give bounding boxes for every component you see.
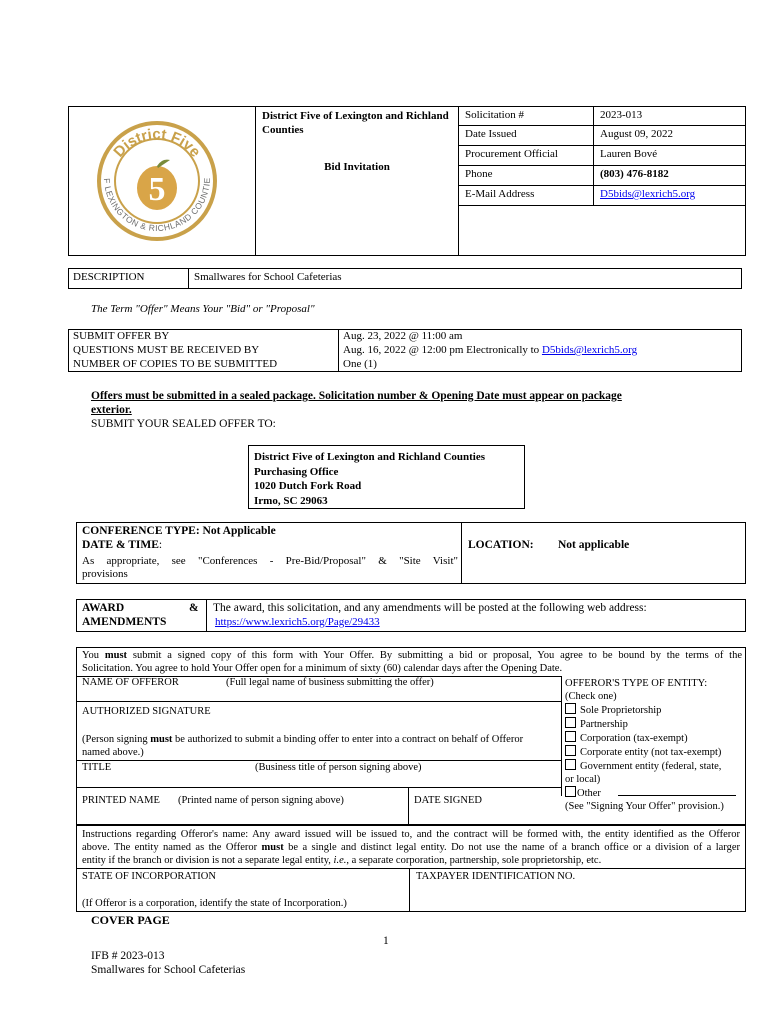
conference-type-value: : Not Applicable xyxy=(195,525,276,537)
offer-intro xyxy=(82,649,742,675)
offer-intro-line2: Solicitation. You agree to hold Your Offer open for a minimum of sixty (60) calendar days after the Opening Date. xyxy=(82,663,563,674)
divider xyxy=(458,165,746,166)
title-label: TITLE xyxy=(82,762,112,773)
info-value: (803) 476-8182 xyxy=(600,168,669,180)
svg-text:District Five: District Five xyxy=(110,125,204,161)
instructions-line1: Instructions regarding Offeror's name: Any award issued will be issued to, and the contract will be formed with, the entity identified as the Offeror xyxy=(82,829,740,840)
entity-check-note: (Check one) xyxy=(565,691,617,702)
svg-text:OF LEXINGTON & RICHLAND COUNTI: F LEXINGTON & RICHLAND COUNTIE xyxy=(101,177,213,234)
sig-note-text: (Person signing xyxy=(82,734,151,745)
conference-date-label: DATE & TIME xyxy=(82,539,159,551)
divider xyxy=(188,268,189,289)
instr-text: entity if the branch or division is not a separate legal entity, xyxy=(82,855,334,866)
printed-name-label: PRINTED NAME xyxy=(82,795,160,806)
address-line2: Purchasing Office xyxy=(254,465,339,478)
sig-note-emphasis: must xyxy=(150,734,173,745)
district-logo xyxy=(92,120,222,242)
location-value: Not applicable xyxy=(558,539,630,551)
schedule-label-questions: QUESTIONS MUST BE RECEIVED BY xyxy=(73,344,260,356)
entity-other-row xyxy=(565,786,743,800)
instr-text: above. The entity named as the Offeror xyxy=(82,842,262,853)
entity-checkbox[interactable] xyxy=(565,717,576,728)
divider xyxy=(593,106,594,205)
cover-page-label: COVER PAGE xyxy=(91,913,170,927)
info-label: E-Mail Address xyxy=(465,188,535,200)
entity-type-title: OFFEROR'S TYPE OF ENTITY: xyxy=(565,678,708,689)
schedule-value-copies: One (1) xyxy=(343,358,377,370)
description-label: DESCRIPTION xyxy=(73,271,145,283)
instr-ie: i.e. xyxy=(333,855,347,866)
instructions-line3 xyxy=(82,854,740,867)
entity-gov-cont: or local) xyxy=(565,774,601,785)
info-value: 2023-013 xyxy=(600,109,643,121)
entity-checkbox[interactable] xyxy=(565,759,576,770)
intro-text: submit a signed copy of this form with Your Offer. By submitting a bid or proposal, You agree to be bound by the terms of the xyxy=(127,650,742,661)
award-label: AWARD xyxy=(82,602,125,614)
date-signed-field[interactable] xyxy=(409,788,561,824)
sealed-notice-line2: exterior. xyxy=(91,404,132,416)
location-label: LOCATION: xyxy=(468,539,534,551)
entity-option-label: Government entity (federal, state, xyxy=(580,761,722,772)
entity-option-row xyxy=(565,745,743,759)
conference-note-line1: As appropriate, see "Conferences - Pre-Bid/Proposal" & "Site Visit" xyxy=(82,555,458,567)
date-signed-label: DATE SIGNED xyxy=(414,795,482,806)
submit-to-label: SUBMIT YOUR SEALED OFFER TO: xyxy=(91,418,276,430)
bid-invitation-title: Bid Invitation xyxy=(324,161,390,173)
info-label: Phone xyxy=(465,168,493,180)
schedule-value-questions xyxy=(343,344,637,357)
checkbox-other[interactable] xyxy=(565,786,576,797)
intro-emphasis: must xyxy=(104,650,128,661)
offer-intro-line1 xyxy=(82,649,742,662)
signature-note-line2: named above.) xyxy=(82,747,144,758)
printed-name-field[interactable] xyxy=(77,788,407,824)
description-row xyxy=(68,268,742,289)
offeror-name-label: NAME OF OFFEROR xyxy=(82,677,179,688)
signature-note-line1 xyxy=(82,733,552,746)
entity-checkbox[interactable] xyxy=(565,731,576,742)
entity-options xyxy=(565,703,743,773)
state-incorporation-label: STATE OF INCORPORATION xyxy=(82,871,216,882)
entity-other-label: Other xyxy=(577,788,601,799)
conference-note xyxy=(82,555,458,581)
sealed-notice-line1: Offers must be submitted in a sealed package. Solicitation number & Opening Date must appear on package xyxy=(91,390,622,402)
info-value: August 09, 2022 xyxy=(600,128,674,140)
entity-option-row xyxy=(565,717,743,731)
printed-name-hint: (Printed name of person signing above) xyxy=(178,795,344,806)
divider xyxy=(206,599,207,632)
instr-emphasis: must xyxy=(261,842,284,853)
signature-note xyxy=(82,733,552,759)
conference-type xyxy=(82,525,276,538)
entity-option-row xyxy=(565,759,743,773)
conference-date xyxy=(82,539,162,552)
award-text: The award, this solicitation, and any amendments will be posted at the following web address: xyxy=(213,602,647,614)
address-line3: 1020 Dutch Fork Road xyxy=(254,480,362,492)
entity-option-label: Corporation (tax-exempt) xyxy=(580,733,688,744)
other-entry-line[interactable] xyxy=(618,786,736,796)
entity-option-label: Sole Proprietorship xyxy=(580,705,662,716)
description-value: Smallwares for School Cafeterias xyxy=(194,271,342,283)
divider xyxy=(561,676,562,796)
address-line1: District Five of Lexington and Richland Counties xyxy=(254,451,486,463)
entity-checkbox[interactable] xyxy=(565,745,576,756)
entity-type-section xyxy=(565,677,743,813)
sealed-notice xyxy=(91,389,622,417)
divider xyxy=(461,522,462,584)
conference-type-label: CONFERENCE TYPE xyxy=(82,525,196,537)
org-name: District Five of Lexington and Richland Counties xyxy=(262,110,449,136)
address-line4: Irmo, SC 29063 xyxy=(254,494,328,507)
conference-date-colon: : xyxy=(158,539,163,551)
questions-text: Aug. 16, 2022 @ 12:00 pm Electronically to xyxy=(343,344,542,356)
ifb-number: IFB # 2023-013 xyxy=(91,950,165,962)
instructions-box xyxy=(76,825,746,869)
divider xyxy=(255,106,256,256)
signature-label: AUTHORIZED SIGNATURE xyxy=(82,706,211,717)
schedule-label-submit: SUBMIT OFFER BY xyxy=(73,330,170,342)
taxpayer-id-label: TAXPAYER IDENTIFICATION NO. xyxy=(416,871,576,882)
intro-text: You xyxy=(82,650,105,661)
bids-email-link[interactable]: D5bids@lexrich5.org xyxy=(541,344,638,356)
instructions-line2 xyxy=(82,841,740,854)
info-label: Date Issued xyxy=(465,128,517,140)
state-incorporation-hint: (If Offeror is a corporation, identify the state of Incorporation.) xyxy=(82,898,347,909)
entity-checkbox[interactable] xyxy=(565,703,576,714)
schedule-label-copies: NUMBER OF COPIES TO BE SUBMITTED xyxy=(73,358,278,370)
schedule-value-submit: Aug. 23, 2022 @ 11:00 am xyxy=(343,330,463,342)
term-note: The Term "Offer" Means Your "Bid" or "Proposal" xyxy=(91,303,315,315)
divider xyxy=(458,205,746,206)
instr-text: be a single and distinct legal entity. Do not use the name of a branch office or a division of a larger xyxy=(283,842,740,853)
entity-option-row xyxy=(565,703,743,717)
divider xyxy=(458,106,459,256)
title-hint: (Business title of person signing above) xyxy=(255,762,422,773)
divider xyxy=(458,185,746,186)
sig-note-text: be authorized to submit a binding offer to enter into a contract on behalf of Offeror xyxy=(172,734,524,745)
conference-note-line2: provisions xyxy=(82,568,128,580)
award-ampersand: & xyxy=(189,602,199,614)
info-value: Lauren Bové xyxy=(600,148,658,160)
mailing-address-box xyxy=(248,445,525,509)
footer-subtitle: Smallwares for School Cafeterias xyxy=(91,964,246,976)
entity-option-label: Partnership xyxy=(580,719,628,730)
info-label: Procurement Official xyxy=(465,148,558,160)
entity-option-row xyxy=(565,731,743,745)
email-link[interactable]: D5bids@lexrich5.org xyxy=(600,188,696,200)
divider xyxy=(458,125,746,126)
svg-text:5: 5 xyxy=(148,171,166,208)
amendments-label: AMENDMENTS xyxy=(82,616,167,628)
entity-option-label: Corporate entity (not tax-exempt) xyxy=(580,747,722,758)
entity-footer: (See "Signing Your Offer" provision.) xyxy=(565,801,724,812)
divider xyxy=(338,329,339,372)
offeror-name-hint: (Full legal name of business submitting the offer) xyxy=(226,677,434,688)
info-label: Solicitation # xyxy=(465,109,524,121)
instr-text: , a separate corporation, partnership, sole proprietorship, etc. xyxy=(346,855,602,866)
award-web-link[interactable]: https://www.lexrich5.org/Page/29433 xyxy=(215,616,380,628)
divider xyxy=(458,145,746,146)
page-number: 1 xyxy=(383,935,389,947)
